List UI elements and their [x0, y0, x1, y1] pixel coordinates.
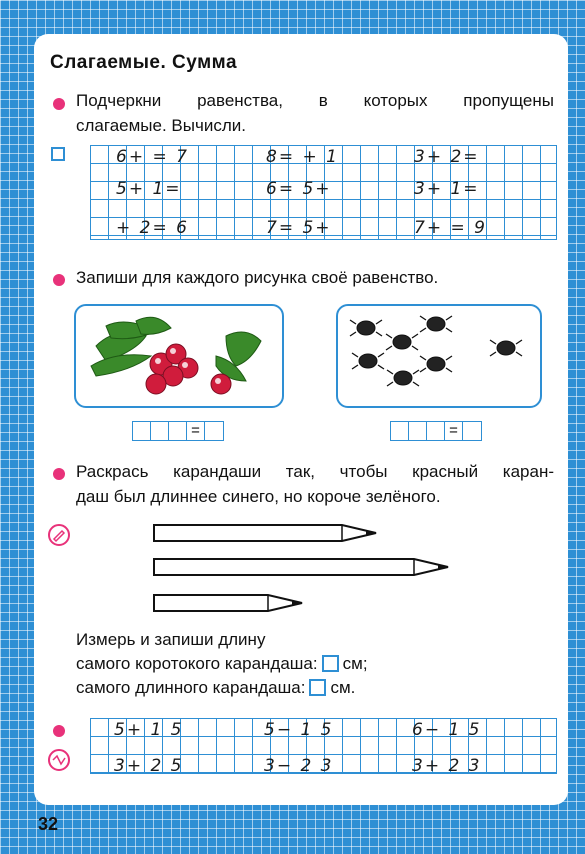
- pencil-sign-icon: [48, 749, 70, 771]
- pencil-icon[interactable]: [152, 556, 452, 578]
- bullet-icon: [53, 468, 65, 480]
- measure-short-line: [76, 652, 368, 676]
- beetles-picture: [336, 304, 542, 408]
- answer-cells-right[interactable]: [390, 421, 482, 441]
- answer-cell[interactable]: [169, 422, 187, 440]
- task4-cell: 5− 1 5: [264, 720, 334, 740]
- answer-cells-left[interactable]: [132, 421, 224, 441]
- measure-instruction: Измерь и запиши длину: [76, 630, 266, 649]
- bullet-icon: [53, 274, 65, 286]
- task3-text-line1: Раскрась карандаши так, чтобы красный каран-: [76, 462, 554, 481]
- answer-cell[interactable]: [151, 422, 169, 440]
- answer-cell[interactable]: [205, 422, 223, 440]
- answer-cell[interactable]: [463, 422, 481, 440]
- task1-cell: 6+ = 7: [116, 147, 189, 167]
- pencil-badge-icon: [48, 524, 70, 546]
- task1-cell: 8= + 1: [266, 147, 339, 167]
- bullet-icon: [53, 725, 65, 737]
- unit-label: см.: [330, 678, 356, 697]
- answer-cell[interactable]: [133, 422, 151, 440]
- task4-cell: 3− 2 3: [264, 756, 334, 776]
- answer-cell: =: [445, 422, 463, 440]
- task1-cell: + 2= 6: [116, 218, 189, 238]
- measure-long-line: [76, 676, 355, 700]
- task1-cell: 5+ 1=: [116, 179, 182, 199]
- answer-cell[interactable]: [391, 422, 409, 440]
- answer-cell[interactable]: [427, 422, 445, 440]
- task2-text: Запиши для каждого рисунка своё равенство.: [76, 268, 439, 287]
- page-title: Слагаемые. Сумма: [50, 52, 238, 73]
- bullet-icon: [53, 98, 65, 110]
- task4-cell: 3+ 2 3: [412, 756, 482, 776]
- page-number: 32: [38, 814, 59, 834]
- answer-cell: =: [187, 422, 205, 440]
- task1-text-line1: Подчеркни равенства, в которых пропущены: [76, 91, 554, 110]
- task1-cell: 7= 5+: [266, 218, 332, 238]
- task4-cell: 5+ 1 5: [114, 720, 184, 740]
- task1-cell: 3+ 1=: [414, 179, 480, 199]
- unit-label: см;: [342, 654, 368, 673]
- measure-short-label: самого коротокого карандаша:: [76, 654, 318, 673]
- task4-cell: 6− 1 5: [412, 720, 482, 740]
- square-marker-icon: [51, 147, 65, 161]
- pencil-icon[interactable]: [152, 522, 380, 544]
- answer-box[interactable]: [322, 655, 339, 672]
- answer-box[interactable]: [309, 679, 326, 696]
- task1-cell: 7+ = 9: [414, 218, 487, 238]
- task3-text-line2: даш был длиннее синего, но короче зелёного.: [76, 487, 441, 506]
- task1-cell: 3+ 2=: [414, 147, 480, 167]
- task1-text-line2: слагаемые. Вычисли.: [76, 116, 246, 135]
- measure-long-label: самого длинного карандаша:: [76, 678, 306, 697]
- task1-cell: 6= 5+: [266, 179, 332, 199]
- beetle-icon: [338, 306, 540, 406]
- pencil-icon[interactable]: [152, 592, 308, 614]
- radish-icon: [76, 306, 282, 406]
- task4-cell: 3+ 2 5: [114, 756, 184, 776]
- answer-cell[interactable]: [409, 422, 427, 440]
- radish-picture: [74, 304, 284, 408]
- workbook-page: [34, 34, 568, 805]
